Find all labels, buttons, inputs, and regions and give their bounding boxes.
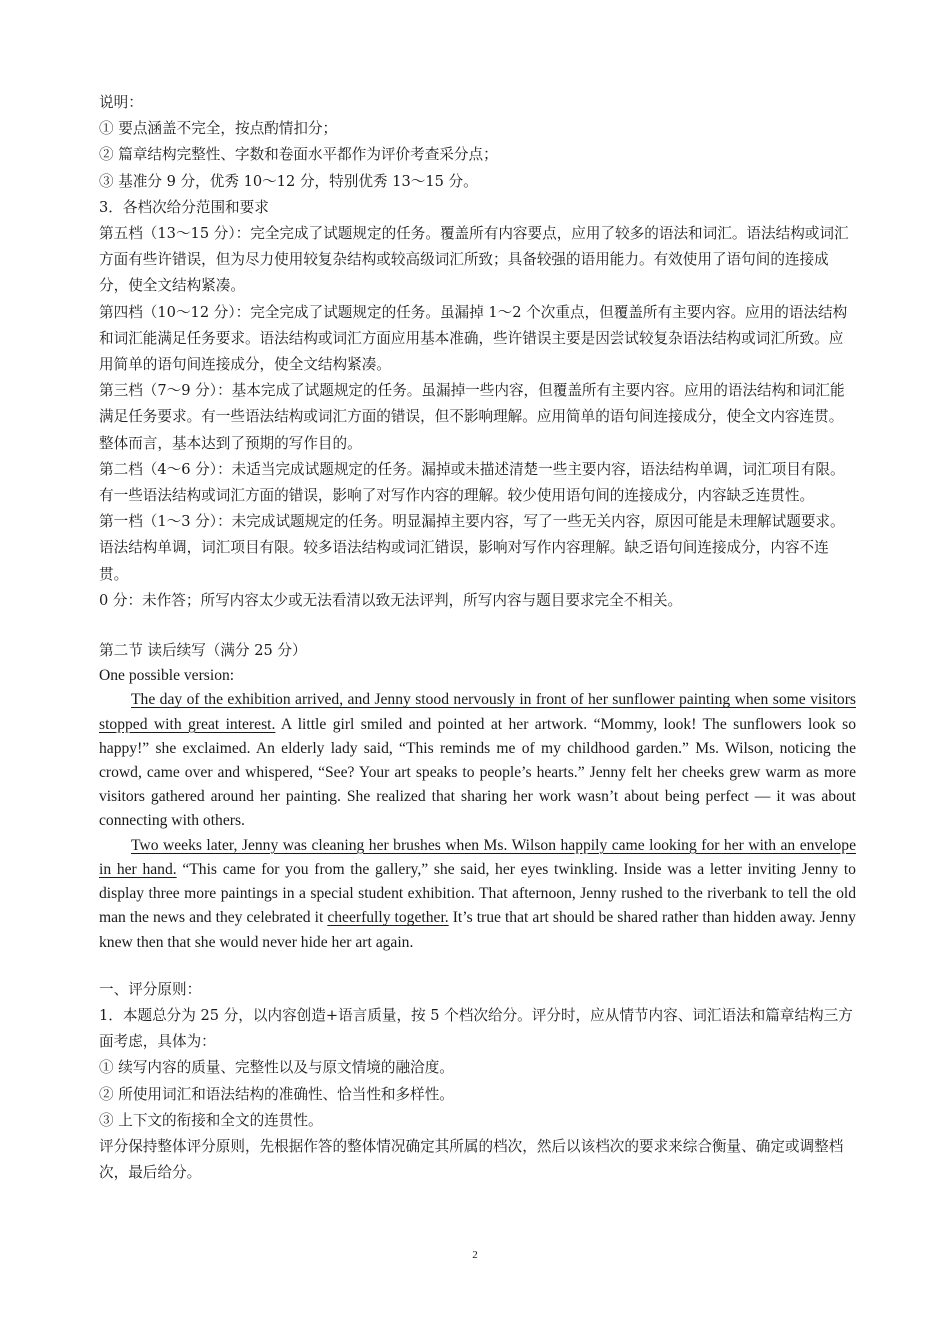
level-item: 0 分：未作答；所写内容太少或无法看清以致无法评判，所写内容与题目要求完全不相关。	[99, 591, 683, 609]
level-item: 第四档（10～12 分）：完全完成了试题规定的任务。虽漏掉 1～2 个次重点，但覆盖所有主要内容。应用的语法结构和词汇能满足任务要求。语法结构或词汇方面应用基本准确，些许错误主要是因尝试较复杂语法结构或词汇所致。应用简单的语句间连接成分，使全文结构紧凑。	[99, 303, 848, 374]
level-item: 第二档（4～6 分）：未适当完成试题规定的任务。漏掉或未描述清楚一些主要内容，语法结构单调，词汇项目有限。有一些语法结构或词汇方面的错误，影响了对写作内容的理解。较少使用语句间的连接成分，内容缺乏连贯性。	[99, 460, 845, 505]
note-item: ③ 基准分 9 分，优秀 10～12 分，特别优秀 13～15 分。	[99, 172, 478, 190]
principle-subitem: ② 所使用词汇和语法结构的准确性、恰当性和多样性。	[99, 1085, 454, 1103]
paragraph-text: It’s true that art should be shared rather than hidden away. Jenny knew then that she would never hide her art again.	[99, 909, 856, 951]
note-item: ① 要点涵盖不完全，按点酌情扣分；	[99, 120, 338, 138]
section-title: 第二节 读后续写（满分 25 分）	[99, 642, 307, 660]
paragraph-text: A little girl smiled and pointed at her artwork. “Mommy, look! The sunflowers look so happy!” she exclaimed. An elderly lady said, “This reminds me of my childhood garden.” Ms. Wilson, noticing the crowd, came over and whispered, “See? Your art speaks to people’s hearts.” Jenny felt her cheeks grew warm as more visitors gathered around her painting. She realized that sharing her work wasn’t about being perfect — it was about connecting with others.	[99, 715, 856, 830]
page-number: 2	[472, 1249, 478, 1261]
essay-paragraph-2	[99, 834, 856, 955]
paragraph-opening-sentence: The day of the exhibition arrived, and Jenny stood nervously in front of her sunflower painting when some visitors stopped with great interest.	[99, 691, 856, 733]
note-item: ② 篇章结构完整性、字数和卷面水平都作为评价考查采分点；	[99, 146, 498, 164]
level-item: 第五档（13～15 分）：完全完成了试题规定的任务。覆盖所有内容要点，应用了较多的语法和词汇。语法结构或词汇方面有些许错误，但为尽力使用较复杂结构或较高级词汇所致；具备较强的语用能力。有效使用了语句间的连接成分，使全文结构紧凑。	[99, 225, 849, 295]
notes-heading: 说明：	[99, 94, 143, 111]
principle-subitem: ③ 上下文的衔接和全文的连贯性。	[99, 1111, 323, 1129]
paragraph-text: “This came for you from the gallery,” she said, her eyes twinkling. Inside was a letter inviting Jenny to display three more paintings in a special student exhibition. That afternoon, Jenny rushed to the riverbank to tell the old man the news and they celebrated it	[99, 860, 856, 927]
level-item: 第一档（1～3 分）：未完成试题规定的任务。明显漏掉主要内容，写了一些无关内容，原因可能是未理解试题要求。语法结构单调，词汇项目有限。较多语法结构或词汇错误，影响对写作内容理解。缺乏语句间连接成分，内容不连贯。	[99, 513, 845, 583]
principles-closing: 评分保持整体评分原则，先根据作答的整体情况确定其所属的档次，然后以该档次的要求来综合衡量、确定或调整档次，最后给分。	[99, 1137, 844, 1182]
level-item: 第三档（7～9 分）：基本完成了试题规定的任务。虽漏掉一些内容，但覆盖所有主要内容。应用的语法结构和词汇能满足任务要求。有一些语法结构或词汇方面的错误，但不影响理解。应用简单的语句间连接成分，使全文内容连贯。整体而言，基本达到了预期的写作目的。	[99, 382, 845, 452]
paragraph-opening-sentence: Two weeks later, Jenny was cleaning her brushes when Ms. Wilson happily came looking for her with an envelope in her hand.	[99, 836, 856, 878]
principles-heading: 一、评分原则：	[99, 980, 202, 998]
essay-paragraph-1	[99, 688, 856, 833]
levels-heading: 3．各档次给分范围和要求	[99, 198, 269, 216]
document-page	[99, 90, 856, 1186]
principle-subitem: ① 续写内容的质量、完整性以及与原文情境的融洽度。	[99, 1059, 454, 1077]
underlined-phrase: cheerfully together.	[327, 909, 449, 927]
version-label: One possible version:	[99, 667, 235, 685]
principle-item: 1．本题总分为 25 分，以内容创造+语言质量，按 5 个档次给分。评分时，应从情节内容、词汇语法和篇章结构三方面考虑，具体为：	[99, 1006, 853, 1051]
